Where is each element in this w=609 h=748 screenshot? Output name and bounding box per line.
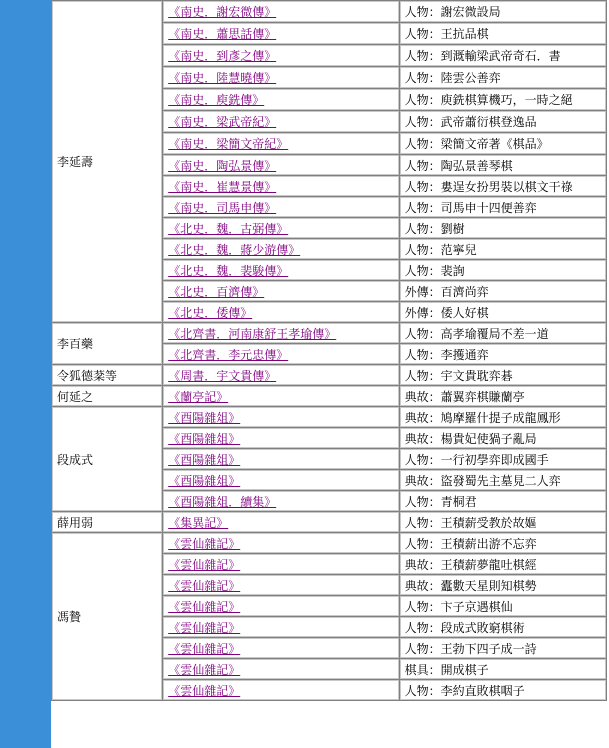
source-link[interactable]: 《南史．司馬申傳》 <box>168 200 277 215</box>
note-cell: 人物：陶弘景善琴棋 <box>400 155 606 175</box>
source-cell <box>163 575 398 595</box>
source-link[interactable]: 《酉陽雜俎》 <box>168 452 241 467</box>
source-cell <box>163 491 398 511</box>
source-cell <box>163 323 398 343</box>
source-link[interactable]: 《南史．陶弘景傳》 <box>168 158 277 173</box>
author-cell: 李延壽 <box>52 1 162 322</box>
note-cell: 人物：李擭通弈 <box>400 344 606 364</box>
source-cell <box>163 638 398 658</box>
table-row <box>52 386 606 406</box>
source-cell <box>163 470 398 490</box>
source-link[interactable]: 《雲仙雜記》 <box>168 620 241 635</box>
source-cell <box>163 428 398 448</box>
source-cell <box>163 218 398 238</box>
note-cell: 人物：青桐君 <box>400 491 606 511</box>
note-cell: 人物：劉樹 <box>400 218 606 238</box>
source-link[interactable]: 《酉陽雜俎》 <box>168 473 241 488</box>
source-cell <box>163 260 398 280</box>
note-cell: 典故：鳩摩羅什提子成龍鳳形 <box>400 407 606 427</box>
source-cell <box>163 111 398 132</box>
source-link[interactable]: 《北史．百濟傳》 <box>168 284 265 299</box>
source-cell <box>163 449 398 469</box>
author-cell: 令狐德棻等 <box>52 365 162 385</box>
source-link[interactable]: 《雲仙雜記》 <box>168 641 241 656</box>
author-cell: 薛用弱 <box>52 512 162 532</box>
note-cell: 人物：王抗品棋 <box>400 23 606 44</box>
note-cell: 棋具：開成棋子 <box>400 659 606 679</box>
table-row <box>52 323 606 343</box>
source-link[interactable]: 《南史．蕭思話傳》 <box>168 27 277 41</box>
note-cell: 人物：裴詢 <box>400 260 606 280</box>
note-cell: 人物：婁逞女扮男裝以棋文干祿 <box>400 176 606 196</box>
source-cell <box>163 365 398 385</box>
note-cell: 典故：楊貴妃使猧子亂局 <box>400 428 606 448</box>
source-link[interactable]: 《南史．陸慧曉傳》 <box>168 71 277 85</box>
note-cell: 典故：盜發蜀先主墓見二人弈 <box>400 470 606 490</box>
table-body <box>52 1 606 700</box>
source-link[interactable]: 《雲仙雜記》 <box>168 683 241 698</box>
source-link[interactable]: 《集異記》 <box>168 515 229 530</box>
source-link[interactable]: 《北史．倭傳》 <box>168 305 253 320</box>
note-cell: 外傳：百濟尚弈 <box>400 281 606 301</box>
source-cell <box>163 23 398 44</box>
note-cell: 人物：梁簡文帝著《棋品》 <box>400 133 606 154</box>
note-cell: 人物：武帝蕭衍棋登逸品 <box>400 111 606 132</box>
source-link[interactable]: 《蘭亭記》 <box>168 389 229 404</box>
note-cell: 人物：卞子京遇棋仙 <box>400 596 606 616</box>
source-link[interactable]: 《雲仙雜記》 <box>168 578 241 593</box>
source-cell <box>163 176 398 196</box>
source-cell <box>163 512 398 532</box>
source-cell <box>163 302 398 322</box>
source-link[interactable]: 《北齊書．李元忠傳》 <box>168 347 289 362</box>
source-link[interactable]: 《酉陽雜俎》 <box>168 431 241 446</box>
source-link[interactable]: 《酉陽雜俎．續集》 <box>168 494 277 509</box>
table-row <box>52 512 606 532</box>
note-cell: 人物：范寧兒 <box>400 239 606 259</box>
note-cell: 人物：段成式敗窮棋術 <box>400 617 606 637</box>
source-link[interactable]: 《酉陽雜俎》 <box>168 410 241 425</box>
source-link[interactable]: 《南史．庾銑傳》 <box>168 93 265 107</box>
source-cell <box>163 197 398 217</box>
source-link[interactable]: 《雲仙雜記》 <box>168 662 241 677</box>
source-cell <box>163 533 398 553</box>
source-link[interactable]: 《雲仙雜記》 <box>168 599 241 614</box>
note-cell: 人物：王積薪受教於故嫗 <box>400 512 606 532</box>
source-link[interactable]: 《北史．魏．蔣少游傳》 <box>168 242 301 257</box>
source-cell <box>163 344 398 364</box>
author-cell: 李百藥 <box>52 323 162 364</box>
note-cell: 外傳：倭人好棋 <box>400 302 606 322</box>
source-link[interactable]: 《南史．謝宏微傳》 <box>168 5 277 19</box>
note-cell: 人物：謝宏微設局 <box>400 1 606 22</box>
source-link[interactable]: 《雲仙雜記》 <box>168 557 241 572</box>
note-cell: 人物：王勃下四子成一詩 <box>400 638 606 658</box>
go-literature-table-container <box>51 0 607 701</box>
source-link[interactable]: 《雲仙雜記》 <box>168 536 241 551</box>
left-blue-sidebar <box>0 0 51 748</box>
table-row <box>52 1 606 22</box>
source-cell <box>163 239 398 259</box>
source-link[interactable]: 《南史．梁簡文帝紀》 <box>168 137 289 151</box>
source-link[interactable]: 《南史．崔慧景傳》 <box>168 179 277 194</box>
source-cell <box>163 45 398 66</box>
source-link[interactable]: 《北齊書．河南康舒王孝瑜傳》 <box>168 326 337 341</box>
source-link[interactable]: 《周書．宇文貴傳》 <box>168 368 277 383</box>
source-cell <box>163 281 398 301</box>
note-cell: 典故：蕭翼弈棋賺蘭亭 <box>400 386 606 406</box>
note-cell: 人物：司馬申十四便善弈 <box>400 197 606 217</box>
source-cell <box>163 596 398 616</box>
author-cell: 何延之 <box>52 386 162 406</box>
source-cell <box>163 1 398 22</box>
note-cell: 人物：宇文貴耽弈碁 <box>400 365 606 385</box>
source-cell <box>163 680 398 700</box>
author-cell: 馮贄 <box>52 533 162 700</box>
table-row <box>52 365 606 385</box>
go-literature-table <box>51 0 607 701</box>
note-cell: 人物：庾銑棋算機巧，一時之絕 <box>400 89 606 110</box>
source-link[interactable]: 《南史．梁武帝紀》 <box>168 115 277 129</box>
source-cell <box>163 386 398 406</box>
note-cell: 人物：一行初學弈即成國手 <box>400 449 606 469</box>
source-cell <box>163 155 398 175</box>
note-cell: 人物：王積薪出游不忘弈 <box>400 533 606 553</box>
source-cell <box>163 133 398 154</box>
note-cell: 人物：高孝瑜覆局不差一道 <box>400 323 606 343</box>
table-row <box>52 407 606 427</box>
source-link[interactable]: 《南史．到彥之傳》 <box>168 49 277 63</box>
source-link[interactable]: 《北史．魏．裴駿傳》 <box>168 263 289 278</box>
note-cell: 人物：陸雲公善弈 <box>400 67 606 88</box>
source-cell <box>163 89 398 110</box>
source-cell <box>163 67 398 88</box>
source-cell <box>163 659 398 679</box>
note-cell: 人物：李約直敗棋咽子 <box>400 680 606 700</box>
note-cell: 典故：王積薪夢龍吐棋經 <box>400 554 606 574</box>
author-cell: 段成式 <box>52 407 162 511</box>
table-row <box>52 533 606 553</box>
source-link[interactable]: 《北史．魏．古弼傳》 <box>168 221 289 236</box>
note-cell: 人物：到溉輸梁武帝奇石．書 <box>400 45 606 66</box>
source-cell <box>163 407 398 427</box>
source-cell <box>163 617 398 637</box>
source-cell <box>163 554 398 574</box>
note-cell: 典故：蠹數天星則知棋勢 <box>400 575 606 595</box>
